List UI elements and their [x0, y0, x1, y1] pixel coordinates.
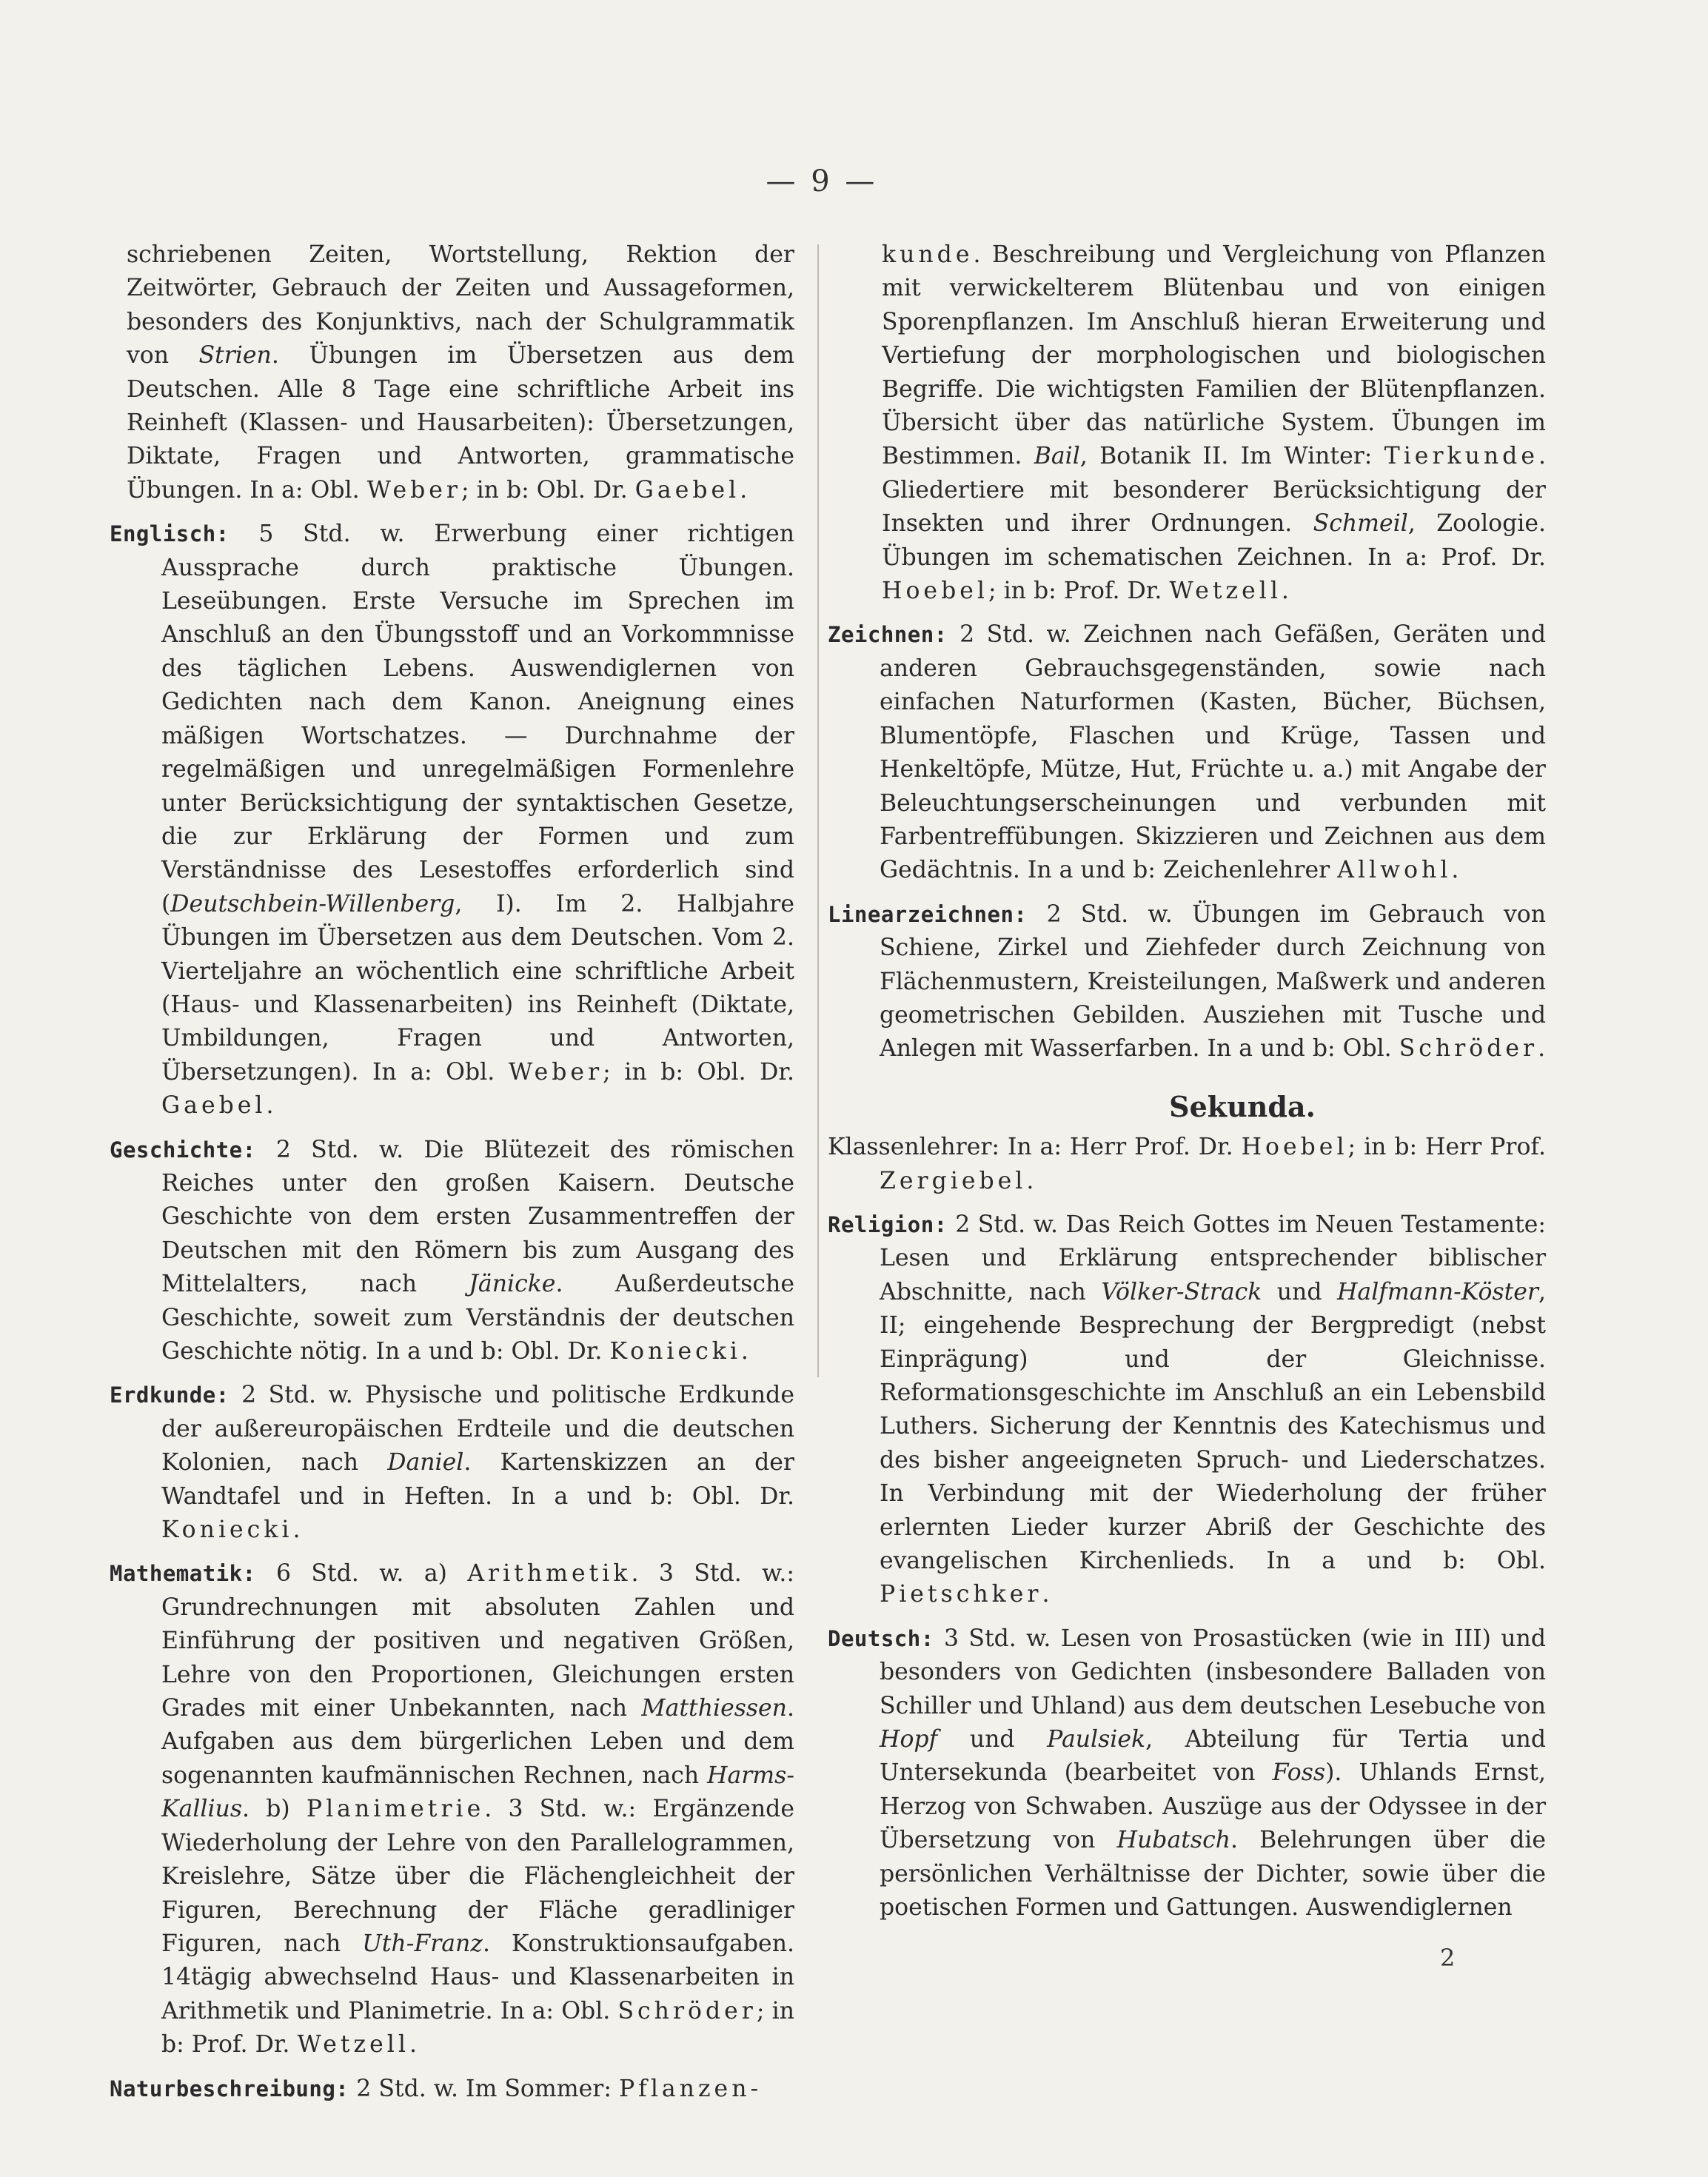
text: . Kartenskizzen an der Wandtafel und in Heften. In a und b: Obl. Dr.: [161, 1449, 794, 1510]
topic-name: kunde: [882, 241, 974, 268]
text: 6 Std. w. a): [255, 1560, 468, 1588]
author-name: Uth-Franz: [362, 1930, 483, 1957]
paragraph-mathematik: [110, 1557, 794, 2061]
author-name: Hubatsch: [1116, 1827, 1231, 1854]
paragraph-klassenlehrer: [828, 1131, 1546, 1198]
text: . Belehrungen über die persönlichen Verhältnisse der Dichter, sowie über die poetischen Formen und Gattungen. Auswendiglernen: [880, 1827, 1546, 1922]
text: 2 Std. w. Physische und politische Erdkunde der außereuropäischen Erdteile und die deutschen Kolonien, nach: [161, 1382, 794, 1477]
text: und: [937, 1726, 1048, 1753]
sheet-number: 2: [1440, 1944, 1456, 1972]
author-name: Jänicke: [469, 1271, 556, 1298]
paragraph-naturbeschreibung: [110, 2073, 794, 2106]
teacher-name: Gaebel: [161, 1092, 267, 1120]
text: ; in b: Prof. Dr.: [988, 578, 1170, 605]
text: .: [1042, 1581, 1050, 1608]
text: 2 Std. w. Die Blütezeit des römischen Reiches unter den großen Kaisern. Deutsche Geschichte von dem ersten Zusammentreffen der Deutschen mit den Römern bis zum Ausgang des Mittelalters, nach: [161, 1136, 794, 1298]
text: . Außerdeutsche Geschichte, soweit zum Verständnis der deutschen Geschichte nötig. In a und b: Obl. Dr.: [161, 1271, 794, 1365]
text: 2 Std. w. Zeichnen nach Gefäßen, Geräten und anderen Gebrauchsgegenständen, sowie nach einfachen Naturformen (Kasten, Bücher, Büchsen, Blumentöpfe, Flaschen und Krüge, Tassen und Henkeltöpfe, Mütze, Hut, Früchte u. a.) mit Angabe der Beleuchtungserscheinungen und verbunden mit Farbentreffübungen. Skizzieren und Zeichnen aus dem Gedächtnis. In a und b: Zeichenlehrer: [880, 621, 1546, 884]
text: .: [1538, 1035, 1546, 1063]
text: 2 Std. w. Im Sommer:: [349, 2075, 619, 2102]
text: , Abteilung für Tertia und Untersekunda (bearbeitet von: [880, 1726, 1547, 1787]
text: 3 Std. w. Lesen von Prosastücken (wie in III) und besonders von Gedichten (insbesondere Balladen von Schiller und Uhland) aus dem deutschen Lesebuche von: [880, 1625, 1546, 1719]
text: ; in b: Obl. Dr.: [603, 1058, 794, 1086]
teacher-name: Hoebel: [1241, 1134, 1348, 1161]
teacher-name: Allwohl: [1337, 857, 1452, 884]
teacher-name: Hoebel: [882, 578, 988, 605]
text: .: [266, 1092, 274, 1120]
teacher-name: Zergiebel: [880, 1167, 1027, 1194]
text: Klassenlehrer: In a: Herr Prof. Dr.: [828, 1134, 1242, 1161]
text: ; in b: Herr Prof.: [1347, 1134, 1546, 1161]
author-name: Daniel: [387, 1449, 464, 1477]
teacher-name: Wetzell: [1169, 578, 1282, 605]
text: 5 Std. w. Erwerbung einer richtigen Aussprache durch praktische Übungen. Leseübungen. Erste Versuche im Sprechen im Anschluß an den Übungsstoff und an Vorkommnisse des täglichen Lebens. Auswendiglernen von Gedichten nach dem Kanon. Aneignung eines mäßigen Wortschatzes. — Durchnahme der regelmäßigen und unregelmäßigen Formenlehre unter Berücksichtigung der syntaktischen Gesetze, die zur Erklärung der Formen und zum Verständnisse des Lesestoffes erforderlich sind (: [161, 521, 794, 917]
text: . 3 Std. w.: Ergänzende Wiederholung der Lehre von den Parallelogrammen, Kreislehre, Sätze über die Flächengleichheit der Figuren, Berechnung der Fläche geradliniger Figuren, nach: [161, 1796, 794, 1957]
author-name: Völker-Strack: [1101, 1278, 1262, 1305]
text: . Übungen im Übersetzen aus dem Deutschen. Alle 8 Tage eine schriftliche Arbeit ins Reinheft (Klassen- und Hausarbeiten): Übersetzungen, Diktate, Fragen und Antworten, grammatische Übungen. In a: Obl.: [127, 342, 794, 504]
author-name: Strien: [198, 342, 272, 369]
text: .: [1281, 578, 1289, 605]
subject-heading: Religion:: [828, 1211, 948, 1237]
subject-heading: Geschichte:: [110, 1137, 256, 1163]
author-name: Halfmann-Köster: [1336, 1278, 1538, 1305]
teacher-name: Pietschker: [880, 1581, 1042, 1608]
text: . b): [242, 1796, 307, 1823]
text: . Gliedertiere mit besonderer Berücksichtigung der Insekten und ihrer Ordnungen.: [882, 443, 1546, 538]
subject-heading: Deutsch:: [828, 1625, 934, 1651]
teacher-name: Weber: [508, 1058, 603, 1086]
author-name: Foss: [1272, 1759, 1326, 1787]
topic-name: Planimetrie: [306, 1796, 485, 1823]
teacher-name: Koniecki: [161, 1516, 293, 1544]
paragraph-deutsch: [828, 1622, 1546, 1925]
author-name: Paulsiek: [1047, 1726, 1146, 1753]
text: .: [409, 2031, 417, 2059]
author-name: Deutschbein-Willenberg: [170, 890, 455, 917]
subject-heading: Naturbeschreibung:: [110, 2076, 349, 2101]
paragraph-englisch: [110, 518, 794, 1123]
text: . Beschreibung und Vergleichung von Pflanzen mit verwickelterem Blütenbau und von einigen Sporenpflanzen. Im Anschluß hieran Erweiterung und Vertiefung der morphologischen und biologischen Begriffe. Die wichtigsten Familien der Blütenpflanzen. Übersicht über das natürliche System. Übungen im Bestimmen.: [882, 241, 1546, 470]
teacher-name: Wetzell: [297, 2031, 409, 2059]
subject-heading: Zeichnen:: [828, 622, 948, 648]
paragraph-geschichte: [110, 1134, 794, 1369]
text: .: [740, 1338, 748, 1365]
author-name: Hopf: [880, 1726, 938, 1753]
text: .: [1451, 857, 1459, 884]
subject-heading: Erdkunde:: [110, 1382, 230, 1408]
text: . Aufgaben aus dem bürgerlichen Leben und dem sogenannten kaufmännischen Rechnen, nach: [161, 1695, 794, 1789]
paragraph-religion: [828, 1208, 1546, 1612]
text: 2 Std. w. Übungen im Gebrauch von Schiene, Zirkel und Ziehfeder durch Zeichnung von Flächenmustern, Kreisteilungen, Maßwerk und anderen geometrischen Gebilden. Ausziehen mit Tusche und Anlegen mit Wasserfarben. In a und b: Obl.: [880, 900, 1546, 1063]
subject-heading: Mathematik:: [110, 1561, 256, 1587]
text: . Konstruktionsaufgaben. 14tägig abwechselnd Haus- und Klassenarbeiten in Arithmetik und Planimetrie. In a: Obl.: [161, 1930, 794, 2024]
text: .: [292, 1516, 301, 1544]
subject-heading: Englisch:: [110, 521, 230, 547]
section-title: Sekunda.: [1169, 1089, 1316, 1123]
text: schriebenen Zeiten, Wortstellung, Rektion der Zeitwörter, Gebrauch der Zeiten und Aussageformen, besonders des Konjunktivs, nach der Schulgrammatik von: [127, 241, 794, 369]
teacher-name: Schröder: [617, 1997, 757, 2024]
teacher-name: Schröder: [1399, 1035, 1538, 1063]
topic-name: Tierkunde: [1384, 443, 1538, 470]
text: und: [1262, 1278, 1337, 1305]
text: , II; eingehende Besprechung der Bergpredigt (nebst Einprägung) und der Gleichnisse. Reformationsgeschichte im Anschluß an ein Lebensbild Luthers. Sicherung der Kenntnis des Katechismus und des bisher angeeigneten Spruch- und Liederschatzes. In Verbindung mit der Wiederholung der früher erlernten Lieder kurzer Abriß der Geschichte des evangelischen Kirchenlieds. In a und b: Obl.: [880, 1278, 1546, 1575]
text: ; in b: Obl. Dr.: [461, 476, 635, 504]
text: , Zoologie. Übungen im schematischen Zeichnen. In a: Prof. Dr.: [882, 510, 1546, 571]
text: ). Uhlands Ernst, Herzog von Schwaben. Auszüge aus der Odyssee in der Übersetzung von: [880, 1759, 1547, 1854]
author-name: Harms-Kallius: [161, 1762, 794, 1823]
author-name: Schmeil: [1313, 510, 1408, 538]
teacher-name: Weber: [366, 476, 461, 504]
text: , I). Im 2. Halbjahre Übungen im Übersetzen aus dem Deutschen. Vom 2. Vierteljahre an wöchentlich eine schriftliche Arbeit (Haus- und Klassenarbeiten) ins Reinheft (Diktate, Umbildungen, Fragen und Antworten, Übersetzungen). In a: Obl.: [161, 890, 794, 1086]
teacher-name: Gaebel: [634, 476, 740, 504]
paragraph-linearzeichnen: [828, 898, 1546, 1066]
text: ; in b: Prof. Dr.: [161, 1997, 794, 2059]
topic-name: Pflanzen-: [618, 2075, 763, 2102]
text: .: [740, 476, 748, 504]
author-name: Matthiessen: [641, 1695, 787, 1722]
column-divider: [817, 244, 819, 1377]
page-number: — 9 —: [766, 164, 878, 198]
text: , Botanik II. Im Winter:: [1079, 443, 1384, 470]
right-column: [828, 238, 1546, 1925]
paragraph-continuation: [828, 238, 1546, 608]
text: . 3 Std. w.: Grundrechnungen mit absoluten Zahlen und Einführung der positiven und negativen Größen, Lehre von den Proportionen, Gleichungen ersten Grades mit einer Unbekannten, nach: [161, 1560, 794, 1722]
text: 2 Std. w. Das Reich Gottes im Neuen Testamente: Lesen und Erklärung entsprechender biblischer Abschnitte, nach: [880, 1211, 1546, 1305]
paragraph-zeichnen: [828, 618, 1546, 887]
paragraph-continuation: [110, 238, 794, 507]
subject-heading: Linearzeichnen:: [828, 901, 1028, 927]
text: .: [1026, 1167, 1034, 1194]
left-column: [110, 238, 794, 2106]
topic-name: Arithmetik: [467, 1560, 632, 1588]
author-name: Bail: [1034, 443, 1080, 470]
paragraph-erdkunde: [110, 1379, 794, 1547]
teacher-name: Koniecki: [609, 1338, 741, 1365]
